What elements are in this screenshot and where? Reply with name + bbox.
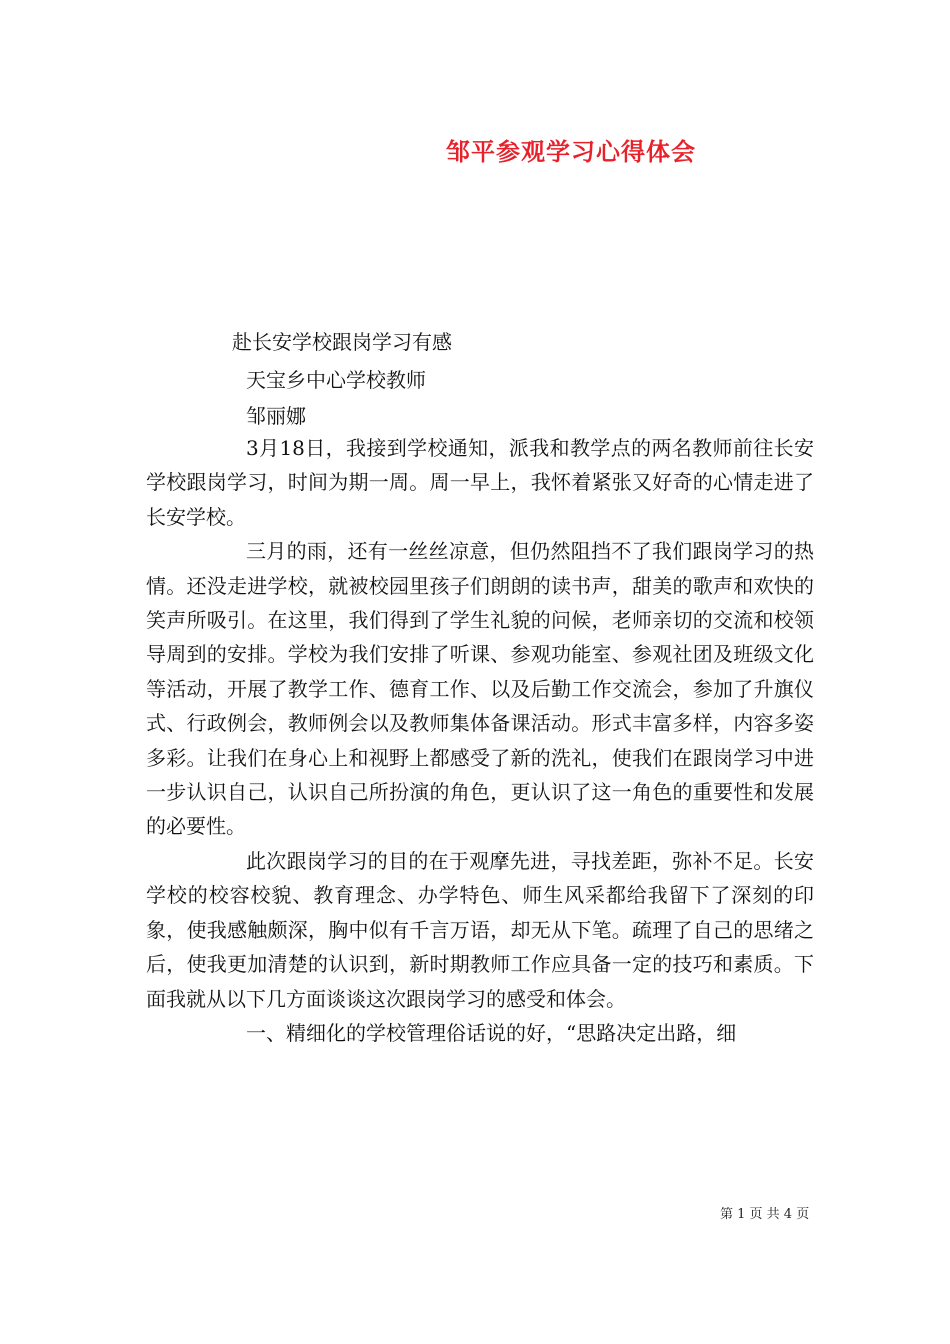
document-body <box>146 431 814 1050</box>
body-paragraph-2: 三月的雨，还有一丝丝凉意，但仍然阻挡不了我们跟岗学习的热情。还没走进学校，就被校园里孩子们朗朗的读书声，甜美的歌声和欢快的笑声所吸引。在这里，我们得到了学生礼貌的问候，老师亲切的交流和校领导周到的安排。学校为我们安排了听课、参观功能室、参观社团及班级文化等活动，开展了教学工作、德育工作、以及后勤工作交流会，参加了升旗仪式、行政例会，教师例会以及教师集体备课活动。形式丰富多样，内容多姿多彩。让我们在身心上和视野上都感受了新的洗礼，使我们在跟岗学习中进一步认识自己，认识自己所扮演的角色，更认识了这一角色的重要性和发展的必要性。 <box>146 539 814 839</box>
author-school: 天宝乡中心学校教师 <box>246 368 426 392</box>
document-subtitle: 赴长安学校跟岗学习有感 <box>232 330 452 354</box>
body-paragraph-1: 3月18日，我接到学校通知，派我和教学点的两名教师前往长安学校跟岗学习，时间为期一周。周一早上，我怀着紧张又好奇的心情走进了长安学校。 <box>146 436 814 529</box>
page-number: 第 1 页 共 4 页 <box>720 1207 810 1222</box>
body-paragraph-4: 一、精细化的学校管理俗话说的好，“思路决定出路，细 <box>246 1020 737 1045</box>
author-name: 邹丽娜 <box>246 404 306 428</box>
document-title: 邹平参观学习心得体会 <box>446 137 696 166</box>
body-paragraph-3: 此次跟岗学习的目的在于观摩先进，寻找差距，弥补不足。长安学校的校容校貌、教育理念、办学特色、师生风采都给我留下了深刻的印象，使我感触颇深，胸中似有千言万语，却无从下笔。疏理了自己的思绪之后，使我更加清楚的认识到，新时期教师工作应具备一定的技巧和素质。下面我就从以下几方面谈谈这次跟岗学习的感受和体会。 <box>146 848 814 1011</box>
